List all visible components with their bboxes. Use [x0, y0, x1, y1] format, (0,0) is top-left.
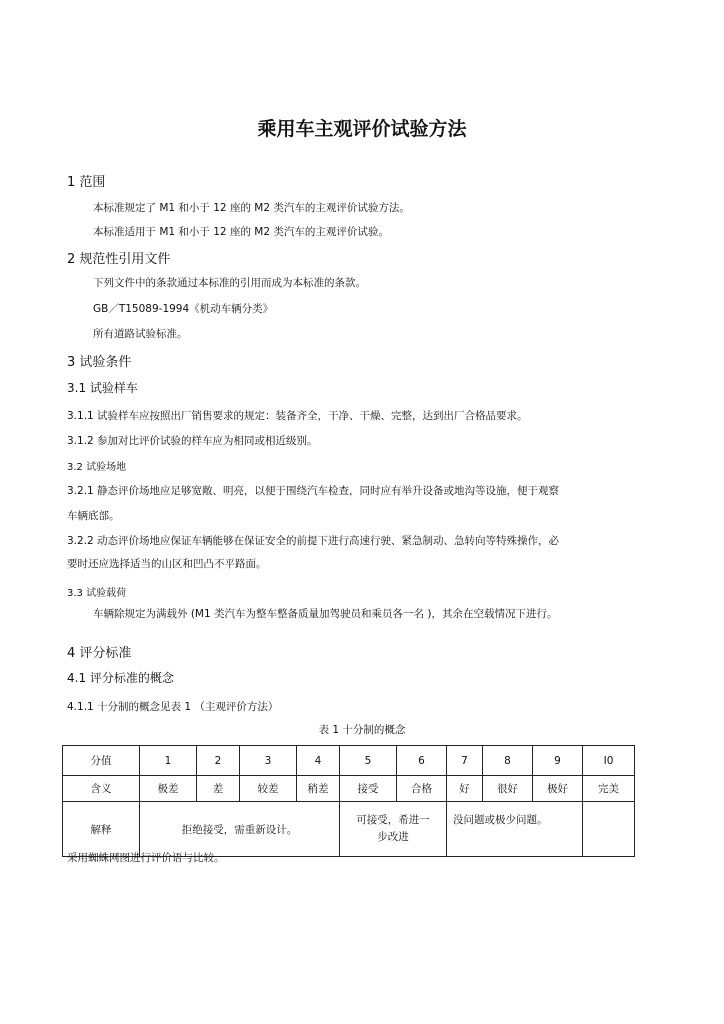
score-cell: 1	[140, 746, 197, 776]
section-3-2-1-para-line-2: 车辆底部。	[67, 510, 120, 522]
explanation-cell-empty	[583, 802, 635, 857]
section-3-heading: 3 试验条件	[67, 355, 132, 370]
section-1-para-2: 本标准适用于 M1 和小于 12 座的 M2 类汽车的主观评价试验。	[93, 226, 389, 238]
table-row-explanations	[63, 802, 635, 857]
section-3-1-2-para: 3.1.2 参加对比评价试验的样车应为相同或相近级别。	[67, 435, 318, 447]
meaning-cell: 较差	[240, 776, 297, 802]
section-1-para-1: 本标准规定了 M1 和小于 12 座的 M2 类汽车的主观评价试验方法。	[93, 202, 410, 214]
section-3-2-2-para-line-1: 3.2.2 动态评价场地应保证车辆能够在保证安全的前提下进行高速行驶、紧急制动、急转向等特殊操作，必	[67, 535, 560, 547]
meaning-cell: 合格	[397, 776, 447, 802]
section-2-para-1: 下列文件中的条款通过本标准的引用而成为本标准的条款。	[93, 277, 366, 289]
section-3-2-1-para-line-1: 3.2.1 静态评价场地应足够宽敞、明亮，以便于围绕汽车检查，同时应有举升设备或地沟等设施，便于观察	[67, 485, 560, 497]
meaning-cell: 极差	[140, 776, 197, 802]
section-3-2-2-para-line-2: 要时还应选择适当的山区和凹凸不平路面。	[67, 558, 267, 570]
score-cell: 8	[483, 746, 533, 776]
score-cell: 9	[533, 746, 583, 776]
score-cell: 4	[297, 746, 340, 776]
section-2-para-3: 所有道路试验标准。	[93, 328, 188, 340]
table-row-label: 解释	[63, 802, 140, 857]
table-row-scores	[63, 746, 635, 776]
section-3-3-heading: 3.3 试验载荷	[67, 588, 127, 599]
table-row-label: 含义	[63, 776, 140, 802]
section-2-para-2: GB／T15089-1994《机动车辆分类》	[93, 303, 274, 315]
explanation-cell-reject: 拒绝接受，需重新设计。	[140, 802, 340, 857]
section-3-2-heading: 3.2 试验场地	[67, 462, 127, 473]
meaning-cell: 接受	[340, 776, 397, 802]
score-cell: 6	[397, 746, 447, 776]
score-cell: 2	[197, 746, 240, 776]
table-row-label: 分值	[63, 746, 140, 776]
explanation-acceptable-line-2: 步改进	[377, 831, 409, 843]
score-cell: 5	[340, 746, 397, 776]
section-4-1-1-para: 4.1.1 十分制的概念见表 1 （主观评价方法）	[67, 701, 279, 713]
score-cell: 7	[447, 746, 483, 776]
table-caption: 表 1 十分制的概念	[318, 724, 406, 736]
section-2-heading: 2 规范性引用文件	[67, 252, 171, 267]
section-4-heading: 4 评分标准	[67, 646, 132, 661]
section-3-1-1-para: 3.1.1 试验样车应按照出厂销售要求的规定：装备齐全，干净、干燥、完整，达到出厂合格品要求。	[67, 410, 528, 422]
explanation-cell-acceptable	[340, 802, 447, 857]
section-3-3-para: 车辆除规定为满载外 (M1 类汽车为整车整备质量加驾驶员和乘员各一名 )，其余在空载情况下进行。	[93, 608, 558, 620]
meaning-cell: 稍差	[297, 776, 340, 802]
score-table	[62, 745, 635, 857]
section-3-1-heading: 3.1 试验样车	[67, 381, 138, 395]
table-row-meanings	[63, 776, 635, 802]
score-cell: I0	[583, 746, 635, 776]
document-title: 乘用车主观评价试验方法	[257, 118, 467, 140]
meaning-cell: 好	[447, 776, 483, 802]
section-4-1-heading: 4.1 评分标准的概念	[67, 671, 174, 685]
score-cell: 3	[240, 746, 297, 776]
meaning-cell: 很好	[483, 776, 533, 802]
explanation-cell-good: 没问题或极少问题。	[447, 802, 583, 857]
footer-note: 采用蜘蛛网图进行评价语与比较。	[67, 852, 225, 864]
meaning-cell: 差	[197, 776, 240, 802]
explanation-acceptable-line-1: 可接受，希进一	[356, 814, 430, 826]
meaning-cell: 完美	[583, 776, 635, 802]
section-1-heading: 1 范围	[67, 175, 106, 190]
meaning-cell: 极好	[533, 776, 583, 802]
